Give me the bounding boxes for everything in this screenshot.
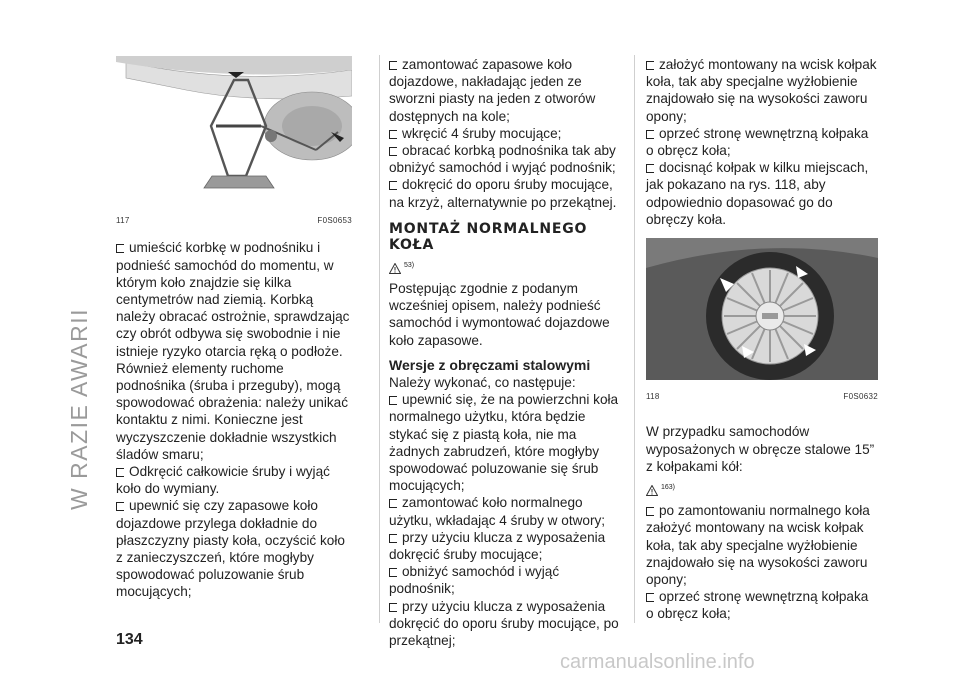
bullet-icon [389, 534, 397, 543]
column-divider [379, 55, 380, 623]
list-item: upewnić się, że na powierzchni koła normalnego użytku, która będzie stykać się z piastą koła, nie ma żadnych zabrudzeń, które mogłyby spowodować poluzowanie się śrub mocujących; [389, 392, 619, 494]
column-1 [116, 56, 352, 601]
list-item: oprzeć stronę wewnętrzną kołpaka o obręcz koła; [646, 125, 869, 159]
bullet-icon [389, 568, 397, 577]
column-2 [389, 56, 621, 649]
figure-code: F0S0632 [843, 392, 878, 402]
bullet-icon [389, 603, 397, 612]
paragraph: Należy wykonać, co następuje: [389, 375, 576, 391]
bullet-icon [646, 507, 654, 516]
figure-caption [646, 388, 878, 405]
bullet-icon [646, 130, 654, 139]
page-number: 134 [116, 631, 143, 648]
list-item: po zamontowaniu normalnego koła założyć montowany na wcisk kołpak koła, tak aby specjalne wyżłobienie znajdowało się na wysokości zaworu opony; [646, 503, 870, 588]
figure-number: 118 [646, 392, 660, 402]
list-item: obracać korbką podnośnika tak aby obniżyć samochód i wyjąć podnośnik; [389, 143, 616, 176]
list-item: obniżyć samochód i wyjąć podnośnik; [389, 564, 560, 597]
warning-ref-number: 53) [404, 261, 415, 269]
paragraph: W przypadku samochodów wyposażonych w obręcze stalowe 15” z kołpakami kół: [646, 424, 875, 474]
list-item: zamontować zapasowe koło dojazdowe, nakładając jeden ze sworzni piasty na jeden z otworów dostępnych na kole; [389, 57, 596, 124]
hubcap-illustration [646, 238, 878, 380]
warning-reference [646, 479, 878, 496]
bullet-icon [646, 593, 654, 602]
list-item: umieścić korbkę w podnośniku i podnieść samochód do momentu, w którym koło znajdzie się kilka centymetrów nad ziemią. Korbką należy obracać ostrożnie, sprawdzając czy obrót odbywa się swobodnie i nie istnieje ryzyko otarcia ręką o podłoże. Również elementy ruchome podnośnika (śruba i przeguby), mogą spowodować obrażenia: należy unikać kontaktu z nimi. Konieczne jest wyczyszczenie dokładnie wszystkich śladów smaru; [116, 240, 350, 462]
figure-number: 117 [116, 216, 130, 226]
list-item: oprzeć stronę wewnętrzną kołpaka o obręcz koła; [646, 589, 869, 622]
list-item: docisnąć kołpak w kilku miejscach, jak pokazano na rys. 118, aby odpowiednio dopasować go do obręczy koła. [646, 160, 869, 227]
figure-117 [116, 56, 352, 229]
figure-code: F0S0653 [317, 216, 352, 226]
bullet-icon [116, 502, 124, 511]
list-item: założyć montowany na wcisk kołpak koła, tak aby specjalne wyżłobienie znajdowało się na wysokości zaworu opony; [646, 57, 877, 124]
list-item: zamontować koło normalnego użytku, wkładając 4 śruby w otwory; [389, 495, 606, 528]
bullet-icon [389, 396, 397, 405]
bullet-icon [646, 61, 654, 70]
list-item: wkręcić 4 śruby mocujące; [389, 125, 621, 142]
list-item: przy użyciu klucza z wyposażenia dokręcić śruby mocujące; [389, 529, 606, 563]
section-heading: MONTAŻ NORMALNEGO KOŁA [389, 220, 588, 253]
warning-triangle-icon [646, 485, 658, 496]
warning-ref-number: 163) [661, 484, 676, 492]
figure-118 [646, 238, 878, 405]
list-item: dokręcić do oporu śruby mocujące, na krzyż, alternatywnie po przekątnej. [389, 177, 617, 210]
bullet-icon [116, 244, 124, 253]
watermark: carmanualsonline.info [560, 651, 755, 673]
chapter-side-title [58, 70, 98, 550]
column-divider [634, 55, 635, 623]
bullet-icon [389, 499, 397, 508]
bullet-icon [389, 130, 397, 139]
column-3 [646, 56, 878, 623]
subsection-heading: Wersje z obręczami stalowymi [389, 356, 591, 373]
bullet-icon [116, 468, 124, 477]
jack-illustration [116, 56, 352, 204]
bullet-icon [389, 147, 397, 156]
warning-triangle-icon [389, 263, 401, 274]
bullet-icon [646, 164, 654, 173]
list-item: Odkręcić całkowicie śruby i wyjąć koło do wymiany. [116, 464, 330, 497]
paragraph: Postępując zgodnie z podanym wcześniej opisem, należy podnieść samochód i wymontować dojazdowe koło zapasowe. [389, 281, 610, 348]
bullet-icon [389, 181, 397, 190]
warning-reference [389, 257, 621, 274]
bullet-icon [389, 61, 397, 70]
list-item: przy użyciu klucza z wyposażenia dokręcić do oporu śruby mocujące, po przekątnej; [389, 598, 619, 649]
figure-caption [116, 212, 352, 229]
chapter-title-text: W RAZIE AWARII [66, 307, 92, 510]
list-item: upewnić się czy zapasowe koło dojazdowe przylega dokładnie do płaszczyzny piasty koła, oczyścić koło z zanieczyszczeń, które mogłyby spowodować poluzowanie śrub mocujących; [116, 498, 345, 600]
